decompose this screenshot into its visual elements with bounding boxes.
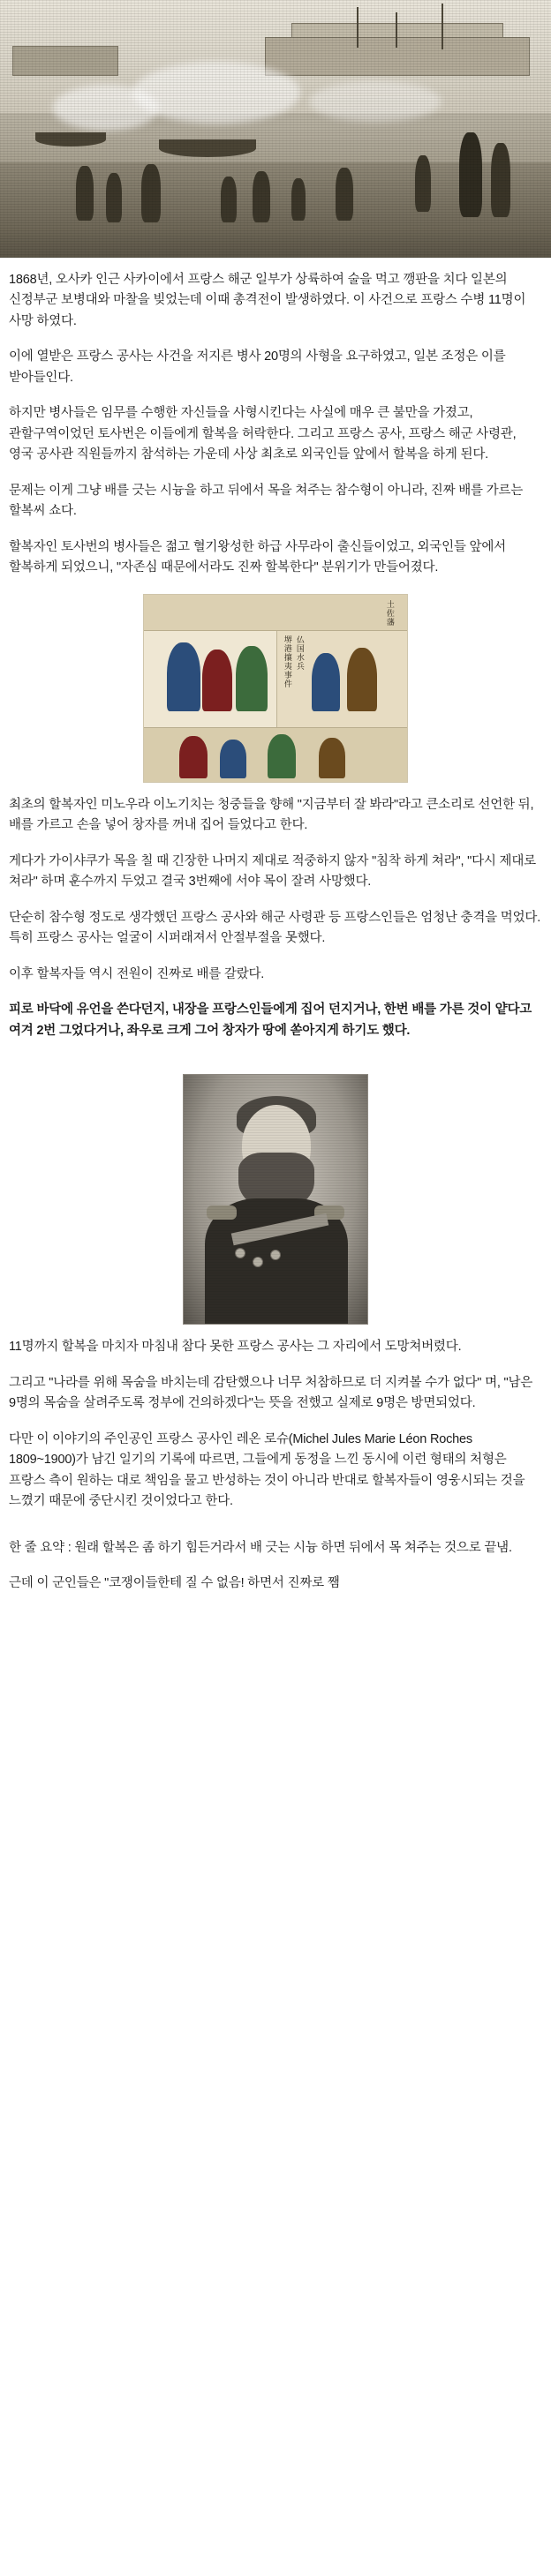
paragraph: 하지만 병사들은 임무를 수행한 자신들을 사형시킨다는 사실에 매우 큰 불만을 가졌고, 관할구역이었던 토사번은 이들에게 할복을 허락한다. 그리고 프랑스 공사, 프랑스 해군 사령관, 영국 공사관 직원들까지 참석하는 가운데 사상 최초로 외국인들 앞에서 할복을 하게 된다. xyxy=(9,406,517,462)
engraving-illustration xyxy=(0,0,551,258)
paragraph: 최초의 할복자인 미노우라 이노기치는 청중들을 향해 "지금부터 잘 봐라"라고 큰소리로 선언한 뒤, 배를 가르고 손을 넣어 창자를 꺼내 집어 들었다고 한다. xyxy=(9,797,534,833)
paragraph: 그리고 "나라를 위해 목숨을 바치는데 감탄했으나 너무 처참하므로 더 지켜볼 수가 없다" 며, "남은 9명의 목숨을 살려주도록 정부에 건의하겠다"는 뜻을 전했고 실제로 9명은 방면되었다. xyxy=(9,1375,533,1411)
portrait-photograph xyxy=(183,1074,368,1325)
engraving-texture-overlay xyxy=(0,0,551,258)
paragraph: 할복자인 토사번의 병사들은 젊고 혈기왕성한 하급 사무라이 출신들이었고, 외국인들 앞에서 할복하게 되었으니, "자존심 때문에서라도 진짜 할복한다" 분위기가 만들어졌다. xyxy=(9,539,506,575)
figure-leon-roches-portrait xyxy=(0,1074,551,1325)
ukiyoe-top-panel xyxy=(144,595,408,630)
paragraph: 이후 할복자들 역시 전원이 진짜로 배를 갈랐다. xyxy=(9,966,265,981)
ukiyoe-figure xyxy=(312,653,340,711)
ukiyoe-figure xyxy=(319,738,345,778)
paragraph: 다만 이 이야기의 주인공인 프랑스 공사인 레온 로슈(Michel Jules Marie Léon Roches 1809~1900)가 남긴 일기의 기록에 따르면, 그들에게 동정을 느낀 동시에 이런 형태의 처형은 프랑스 측이 원하는 대로 책임을 물고 반성하는 것이 아니라 반대로 할복자들이 영웅시되는 것을 느꼈기 때문에 중단시킨 것이었다고 한다. xyxy=(9,1431,525,1509)
ukiyoe-calligraphy-text: 土佐藩 xyxy=(384,599,394,627)
paragraph: 게다가 가이샤쿠가 목을 칠 때 긴장한 나머지 제대로 적중하지 않자 "침착 하게 쳐라", "다시 제대로 쳐라" 하며 훈수까지 두었고 결국 3번째에 서야 목이 잘려 사망했다. xyxy=(9,853,536,890)
section-spacer xyxy=(0,1056,551,1074)
figure-ukiyoe-print xyxy=(0,594,551,783)
paragraph-emphasized: 피로 바닥에 유언을 쓴다던지, 내장을 프랑스인들에게 집어 던지거나, 한번 배를 가른 것이 얕다고 여겨 2번 그었다거나, 좌우로 크게 그어 창자가 땅에 쏟아지게 하기도 했다. xyxy=(9,1003,532,1038)
paragraph: 단순히 참수형 정도로 생각했던 프랑스 공사와 해군 사령관 등 프랑스인들은 엄청난 충격을 먹었다. 특히 프랑스 공사는 얼굴이 시퍼래져서 안절부절을 못했다. xyxy=(9,910,541,946)
ukiyoe-figure xyxy=(179,736,208,778)
paragraph: 1868년, 오사카 인근 사카이에서 프랑스 해군 일부가 상륙하여 술을 먹고 깽판을 치다 일본의 신정부군 보병대와 마찰을 빚었는데 이때 총격전이 발생하였다. 이 사건으로 프랑스 수병 11명이 사망 하였다. xyxy=(9,273,526,328)
ukiyoe-figure xyxy=(167,642,200,711)
ukiyoe-divider xyxy=(144,727,408,728)
ukiyoe-calligraphy-text: 仏国水兵 xyxy=(294,635,304,671)
paragraph-summary: 근데 이 군인들은 "코쟁이들한테 질 수 없음! 하면서 진짜로 쨈 xyxy=(9,1576,340,1591)
ukiyoe-calligraphy-text: 堺港攘夷事件 xyxy=(282,635,291,688)
ukiyoe-figure xyxy=(236,646,268,711)
ukiyoe-figure xyxy=(202,650,232,711)
ukiyoe-illustration xyxy=(143,594,408,783)
section-spacer xyxy=(0,1528,551,1538)
ukiyoe-divider xyxy=(144,630,408,631)
portrait-texture-overlay xyxy=(184,1075,367,1324)
figure-sakai-incident-engraving xyxy=(0,0,551,258)
paragraph: 이에 열받은 프랑스 공사는 사건을 저지른 병사 20명의 사형을 요구하였고, 일본 조정은 이를 받아들인다. xyxy=(9,349,506,385)
paragraph: 11명까지 할복을 마치자 마침내 참다 못한 프랑스 공사는 그 자리에서 도망쳐버렸다. xyxy=(9,1340,462,1355)
paragraph-summary: 한 줄 요약 : 원래 할복은 좀 하기 힘든거라서 배 긋는 시늉 하면 뒤에서 목 쳐주는 것으로 끝냄. xyxy=(9,1540,512,1555)
ukiyoe-figure xyxy=(347,648,377,711)
ukiyoe-figure xyxy=(220,740,246,778)
paragraph: 문제는 이게 그냥 배를 긋는 시늉을 하고 뒤에서 목을 쳐주는 참수형이 아니라, 진짜 배를 가르는 할복씨 쇼다. xyxy=(9,483,524,519)
ukiyoe-figure xyxy=(268,734,296,778)
